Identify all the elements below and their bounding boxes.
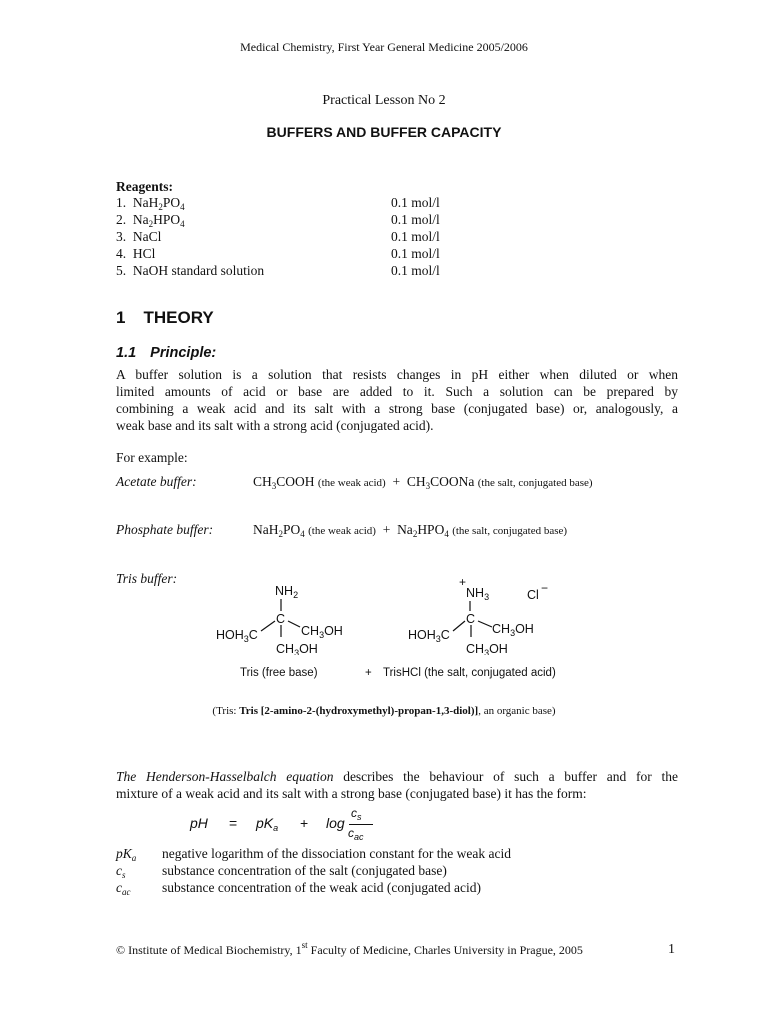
acetate-buffer-formula: $CH_3COOH$ (the weak acid) + $CH_3COONa$ (the salt, conjugated base)	[253, 474, 593, 491]
svg-text:+: +	[459, 575, 467, 589]
principle-paragraph	[116, 366, 678, 434]
tris-note-name: Tris [2-amino-2-(hydroxymethyl)-propan-1,3-diol)]	[239, 705, 479, 717]
section-heading	[116, 308, 214, 328]
subsection-title: Principle:	[150, 345, 217, 361]
running-header: Medical Chemistry, First Year General Medicine 2005/2006	[240, 40, 528, 54]
equation-plus: +	[300, 815, 309, 831]
paragraph-line: A buffer solution is a solution that resists changes in pH either when diluted or when	[116, 367, 678, 382]
svg-text:NH2: $NH_2$	[275, 584, 299, 600]
svg-text:C: C	[466, 612, 476, 626]
reagent-concentration: 0.1 mol/l	[391, 212, 440, 227]
henderson-paragraph	[116, 768, 678, 802]
reagent-concentration: 0.1 mol/l	[391, 229, 440, 244]
paragraph-line: weak base and its salt with a strong acid (conjugated acid).	[116, 418, 434, 433]
phosphate-buffer-label: Phosphate buffer:	[116, 522, 214, 537]
reagent-index: 3.	[116, 229, 127, 244]
variable-symbol: $c_{ac}$	[116, 880, 131, 897]
subsection-heading	[116, 345, 216, 361]
henderson-equation	[190, 806, 390, 848]
variable-description: negative logarithm of the dissociation constant for the weak acid	[162, 846, 512, 861]
reagent-index: 4.	[116, 246, 127, 261]
variable-description: substance concentration of the salt (conjugated base)	[162, 863, 447, 878]
acetate-acid-note: (the weak acid)	[317, 477, 386, 489]
section-number: 1	[116, 308, 126, 327]
henderson-title: The Henderson-Hasselbalch equation	[116, 769, 334, 784]
plus-sign: +	[382, 522, 391, 537]
paragraph-line: mixture of a weak acid and its salt with a strong base (conjugated base) it has the form:	[116, 786, 587, 801]
variable-symbol: $pK_a$	[116, 846, 137, 863]
phosphate-acid-note: (the weak acid)	[308, 525, 376, 537]
reagents-heading: Reagents:	[116, 179, 173, 194]
tris-free-base-structure	[216, 584, 343, 655]
paragraph-line	[116, 768, 678, 785]
copyright-suffix: Faculty of Medicine, Charles University in Prague, 2005	[307, 943, 583, 957]
tris-note-suffix: , an organic base)	[478, 705, 556, 717]
tris-note	[0, 705, 768, 717]
section-title: THEORY	[143, 308, 214, 327]
reagent-concentration: 0.1 mol/l	[391, 195, 440, 210]
phosphate-buffer-formula: $NaH_2PO_4$ (the weak acid) + $Na_2HPO_4$ (the salt, conjugated base)	[253, 522, 568, 539]
henderson-line1-rest: describes the behaviour of such a buffer and for the	[333, 769, 678, 784]
reagent-name: NaOH standard solution	[132, 263, 265, 278]
variable-symbol: $c_s$	[116, 863, 126, 880]
paragraph-line: combining a weak acid and its salt with a strong base (conjugated base) or, analogously, a	[116, 401, 678, 416]
svg-text:−: −	[541, 581, 549, 595]
tris-free-base-caption: Tris (free base)	[240, 667, 318, 679]
variable-description: substance concentration of the weak acid (conjugated acid)	[162, 880, 481, 895]
reagent-name: HCl	[132, 246, 156, 261]
acetate-salt-note: (the salt, conjugated base)	[477, 477, 593, 489]
equation-log: log	[326, 815, 345, 831]
fraction-bar	[349, 824, 373, 825]
reagent-index: 5.	[116, 263, 127, 278]
for-example-label: For example:	[116, 450, 188, 465]
svg-text:NH3: $NH_3$	[466, 586, 490, 602]
equation-denominator: $c_{ac}$	[348, 826, 364, 842]
reagent-row: 2. $Na_2HPO_4$ 0.1 mol/l	[116, 212, 440, 229]
svg-text:Cl: Cl	[527, 588, 539, 602]
lesson-title: BUFFERS AND BUFFER CAPACITY	[266, 124, 502, 140]
lesson-number: Practical Lesson No 2	[322, 93, 446, 108]
reagent-concentration: 0.1 mol/l	[391, 263, 440, 278]
reagent-row: 1. $NaH_2PO_4$ 0.1 mol/l	[116, 195, 440, 212]
reagent-row	[116, 246, 456, 262]
svg-text:HOH3C: $HOH_3C$	[408, 628, 450, 644]
phosphate-salt-note: (the salt, conjugated base)	[452, 525, 568, 537]
svg-text:CH3OH: $CH_3OH$	[276, 642, 318, 655]
svg-text:C: C	[276, 612, 286, 626]
equation-pka: $pK_a$	[256, 815, 279, 833]
tris-hcl-structure	[408, 575, 548, 655]
equation-lhs: pH	[190, 815, 208, 831]
subsection-number: 1.1	[116, 345, 137, 361]
reagent-row	[116, 229, 456, 245]
page-number: 1	[668, 942, 675, 957]
plus-sign: +	[392, 474, 401, 489]
equation-numerator: $c_s$	[351, 806, 362, 822]
reagent-concentration: 0.1 mol/l	[391, 246, 440, 261]
reagent-name: NaCl	[132, 229, 162, 244]
tris-salt-caption: TrisHCl (the salt, conjugated acid)	[383, 667, 556, 679]
footer-copyright	[116, 940, 583, 958]
tris-note-prefix: (Tris:	[212, 705, 240, 717]
svg-text:HOH3C: $HOH_3C$	[216, 628, 258, 644]
tris-buffer-label: Tris buffer:	[116, 571, 178, 586]
svg-text:CH3OH: $CH_3OH$	[492, 622, 534, 638]
copyright-prefix: © Institute of Medical Biochemistry, 1	[116, 943, 302, 957]
equation-equals: =	[229, 815, 238, 831]
svg-text:CH3OH: $CH_3OH$	[466, 642, 508, 655]
reagent-index: 2.	[116, 212, 127, 227]
paragraph-line: limited amounts of acid or base are added to it. Such a solution can be prepared by	[116, 384, 678, 399]
acetate-buffer-label: Acetate buffer:	[116, 474, 197, 489]
svg-text:CH3OH: $CH_3OH$	[301, 624, 343, 640]
reagent-row	[116, 263, 456, 279]
copyright-ordinal: st	[301, 940, 308, 950]
tris-structures	[200, 575, 600, 655]
tris-plus-sign: +	[365, 667, 372, 679]
reagent-index: 1.	[116, 195, 127, 210]
